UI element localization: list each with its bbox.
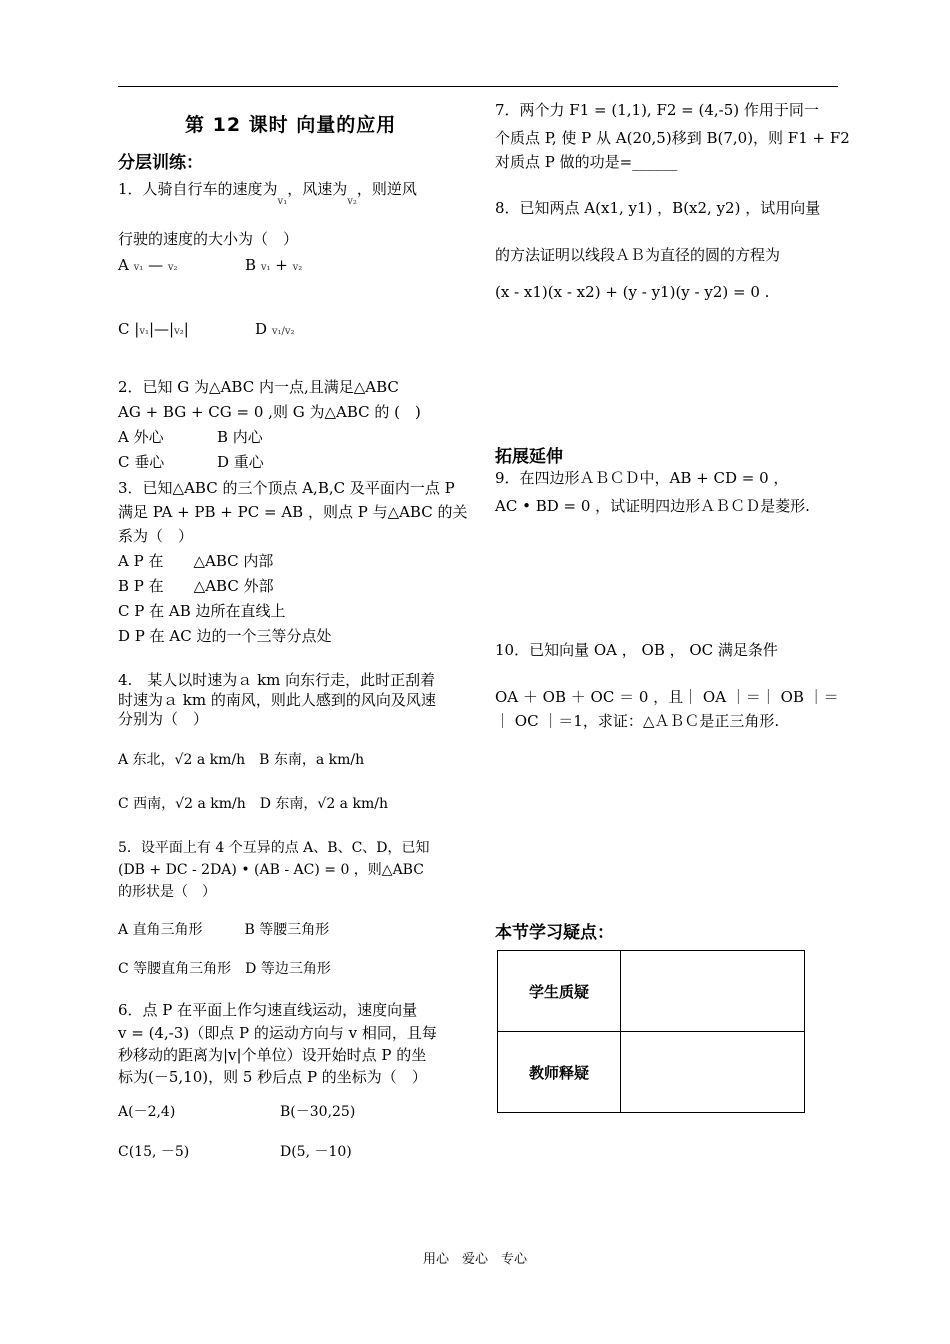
q3-line3: 系为（ ） <box>118 527 194 545</box>
q3-line1: 3．已知△ABC 的三个顶点 A,B,C 及平面内一点 P <box>118 479 455 497</box>
header-rule <box>118 86 838 87</box>
q6-option-c: C(15, －5) <box>118 1144 190 1160</box>
q1-option-a: A v₁ — v₂ <box>118 256 178 274</box>
q10-line1: 10．已知向量 OA ， OB ， OC 满足条件 <box>495 641 778 659</box>
table-row <box>498 1032 805 1113</box>
q6-line2: v = (4,-3)（即点 P 的运动方向与 v 相同，且每 <box>118 1024 437 1042</box>
q4-line2: 时速为ａ km 的南风，则此人感到的风向及风速 <box>118 691 436 709</box>
q7-line2: 个质点 P, 使 P 从 A(20,5)移到 B(7,0)，则 F1 + F2 <box>495 129 850 147</box>
q2-option-c: C 垂心 <box>118 453 165 471</box>
q5-line3: 的形状是（ ） <box>118 884 216 900</box>
q2-option-b: B 内心 <box>217 428 263 446</box>
section-extend-heading: 拓展延伸 <box>495 447 563 467</box>
q2-option-d: D 重心 <box>217 453 264 471</box>
q1-option-b: B v₁ + v₂ <box>245 256 303 274</box>
q10-line3: ｜ OC ｜＝1，求证：△ＡＢＣ是正三角形. <box>495 712 780 730</box>
q4-line3: 分别为（ ） <box>118 710 209 728</box>
student-question-cell[interactable] <box>621 951 805 1032</box>
q2-option-a: A 外心 <box>118 428 164 446</box>
q4-line1: 4. 某人以时速为ａ km 向东行走，此时正刮着 <box>118 671 436 689</box>
q6-line3: 秒移动的距离为|v|个单位）设开始时点 P 的坐 <box>118 1046 427 1064</box>
q3-option-c: C P 在 AB 边所在直线上 <box>118 602 286 620</box>
q5-line2: (DB + DC - 2DA) • (AB - AC) = 0 ，则△ABC <box>118 862 424 878</box>
q6-option-a: A(－2,4) <box>118 1104 176 1120</box>
q3-option-d: D P 在 AC 边的一个三等分点处 <box>118 627 332 645</box>
q5-options-cd: C 等腰直角三角形 D 等边三角形 <box>118 961 331 977</box>
q3-option-b: B P 在 △ABC 外部 <box>118 577 274 595</box>
q2-line2: AG + BG + CG = 0 ,则 G 为△ABC 的 ( ) <box>118 403 421 421</box>
q6-line4: 标为(－5,10)，则 5 秒后点 P 的坐标为（ ） <box>118 1068 427 1086</box>
q9-line1: 9．在四边形ＡＢＣＤ中，AB + CD = 0 ， <box>495 469 789 487</box>
q8-line1: 8．已知两点 A(x1, y1) ，B(x2, y2) ，试用向量 <box>495 199 821 217</box>
teacher-answer-label: 教师释疑 <box>498 1032 621 1113</box>
q1-line1: 1．人骑自行车的速度为$_{v_1}$，风速为$_{v_2}$，则逆风 <box>118 180 417 207</box>
doubts-table <box>497 950 805 1113</box>
teacher-answer-cell[interactable] <box>621 1032 805 1113</box>
q7-line1: 7．两个力 F1 = (1,1), F2 = (4,-5) 作用于同一 <box>495 101 819 119</box>
q5-options-ab: A 直角三角形 B 等腰三角形 <box>118 922 330 938</box>
q2-line1: 2．已知 G 为△ABC 内一点,且满足△ABC <box>118 378 399 396</box>
page-title: 第 12 课时 向量的应用 <box>185 114 397 136</box>
page-footer: 用心 爱心 专心 <box>422 1252 527 1267</box>
q1-line2: 行驶的速度的大小为（ ） <box>118 230 299 248</box>
q6-line1: 6．点 P 在平面上作匀速直线运动，速度向量 <box>118 1001 418 1019</box>
q3-line2: 满足 PA + PB + PC = AB ，则点 P 与△ABC 的关 <box>118 503 468 521</box>
q8-line2: 的方法证明以线段ＡＢ为直径的圆的方程为 <box>495 246 781 264</box>
q9-line2: AC • BD = 0 ，试证明四边形ＡＢＣＤ是菱形. <box>495 497 810 515</box>
q6-option-d: D(5, －10) <box>280 1144 352 1160</box>
table-row <box>498 951 805 1032</box>
q3-option-a: A P 在 △ABC 内部 <box>118 552 274 570</box>
q8-line3: (x - x1)(x - x2) + (y - y1)(y - y2) = 0 . <box>495 283 770 301</box>
q5-line1: 5．设平面上有 4 个互异的点 A、B、C、D，已知 <box>118 840 430 856</box>
q7-line3: 对质点 P 做的功是=______ <box>495 153 678 171</box>
section-layered-heading: 分层训练： <box>118 153 203 173</box>
q1-option-d: D v₁/v₂ <box>255 320 295 338</box>
student-question-label: 学生质疑 <box>498 951 621 1032</box>
q4-options-cd: C 西南，√2 a km/h D 东南，√2 a km/h <box>118 796 388 812</box>
q4-options-ab: A 东北，√2 a km/h B 东南，a km/h <box>118 752 365 768</box>
q6-option-b: B(－30,25) <box>280 1104 356 1120</box>
section-doubts-heading: 本节学习疑点： <box>495 923 614 943</box>
q1-option-c: C |v₁|—|v₂| <box>118 320 189 338</box>
q10-line2: OA ＋ OB ＋ OC ＝ 0 ，且｜ OA ｜＝｜ OB ｜＝ <box>495 688 839 706</box>
